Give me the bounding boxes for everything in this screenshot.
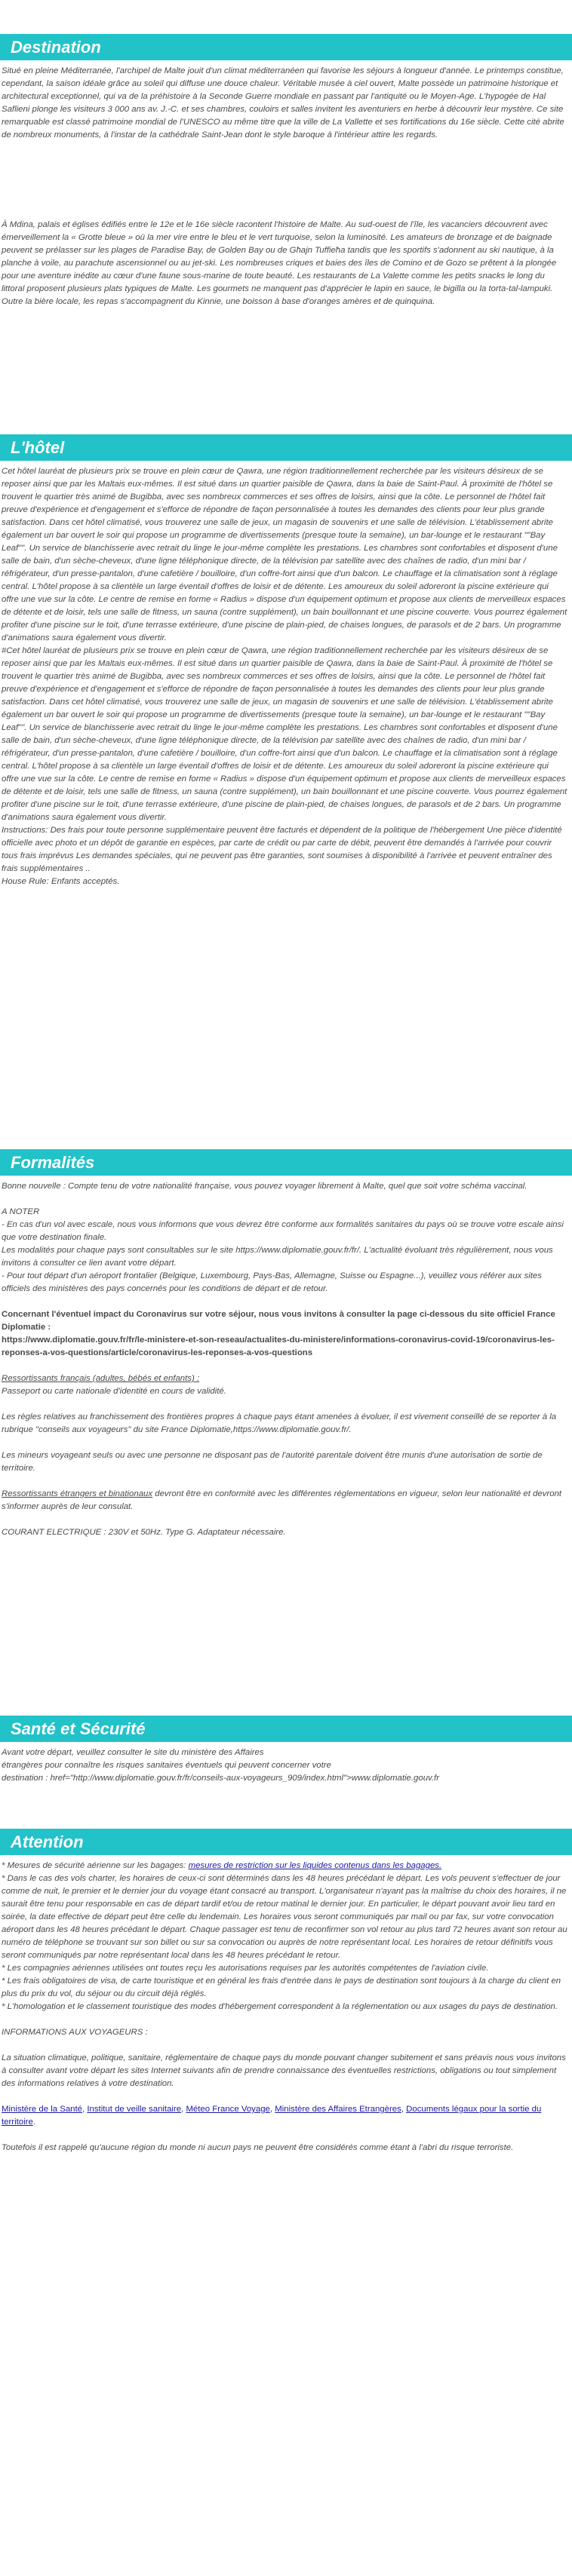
formalites-note-title: A NOTER xyxy=(2,1207,40,1216)
hotel-heading: L'hôtel xyxy=(0,434,572,461)
attention-charter: * Dans le cas des vols charter, les horaires de ceux-ci sont déterminés dans les 48 heures précédant le départ. Les vols peuvent s'effectuer de jour comme de nuit, le premier et le dernier jour du voyage étant consacré au transport. L'organisateur n'ayant pas la maîtrise du choix des horaires, il ne saurait être tenu pour responsable en cas de départ tardif et/ou de retour matinal le dernier jour. En particulier, le départ pouvant avoir lieu tard en soirée, la date effective de départ peut être celle du lendemain. Les horaires vous seront communiqués par mail ou par fax, sur votre convocation aéroport dans les 48 heures précédant le départ. Chaque passager est tenu de reconfirmer son vol retour au plus tard 72 heures avant son retour au numéro de téléphone se trouvant sur son billet ou sur sa convocation ou auprès de notre représentant local. Les horaires de retour définitifs vous seront communiqués par notre représentant local dans les 48 heures précédant le retour. xyxy=(2,1874,567,1960)
destination-paragraph-1: Situé en pleine Méditerranée, l'archipel de Malte jouit d'un climat méditerranéen qui favorise les séjours à longueur d'année. Le printemps constitue, cependant, la saison idéale grâce au soleil qui diffuse une douce chaleur. Véritable musée à ciel ouvert, Malte possède un patrimoine historique et architectural exceptionnel, qui va de la préhistoire à la Seconde Guerre mondiale en passant par l'antiquité ou le Moyen-Age. L'hypogée de Hal Saflieni plonge les visiteurs 3 000 ans av. J.-C. et ses chambres, couloirs et salles invitent les aventuriers en herbe à découvrir leur mystère. Ce site remarquable est classé patrimoine mondial de l'UNESCO au même titre que la ville de La Vallette et ses fortifications du 16e siècle. Cette cité abrite de nombreux monuments, à l'instar de la cathédrale Saint-Jean dont le style baroque à l'intérieur attire les regards. xyxy=(2,66,564,140)
attention-heading: Attention xyxy=(0,1829,572,1855)
attention-baggage-text: * Mesures de sécurité aérienne sur les bagages: xyxy=(2,1861,189,1870)
sante-line-1: Avant votre départ, veuillez consulter le site du ministère des Affaires xyxy=(2,1748,264,1757)
formalites-note-stopover: - En cas d'un vol avec escale, nous vous informons que vous devrez être conforme aux formalités sanitaires du pays où se trouve votre escale ainsi que votre destination finale. xyxy=(2,1220,564,1242)
attention-baggage-link[interactable]: mesures de restriction sur les liquides contenus dans les bagages. xyxy=(188,1861,442,1870)
destination-paragraph-2: À Mdina, palais et églises édifiés entre le 12e et le 16e siècle racontent l'histoire de Malte. Au sud-ouest de l'île, les vacanciers découvrent avec émerveillement la « Grotte bleue » où la mer vire entre le bleu et le vert turquoise, selon la luminosité. Les amateurs de bronzage et de baignade peuvent se prélasser sur les plages de Paradise Bay, de Golden Bay ou de Għajn Tuffieħa tandis que les sportifs s'adonnent au ski nautique, à la planche à voile, au parachute ascensionnel ou au jet-ski. Les nombreuses criques et baies des îles de Comino et de Gozo se prêtent à la plongée pour une aventure inédite au cœur d'une faune sous-marine de toute beauté. Les restaurants de La Valette comme les petits snacks le long du littoral proposent plusieurs plats typiques de Malte. Les gourmets ne manquent pas d'apprécier le lapin en sauce, le bigilla ou la torta-tal-lampuki. Outre la bière locale, les repas s'accompagnent du Kinnie, une boisson à base d'oranges amères et de quinquina. xyxy=(2,220,557,306)
link-meteo-france-voyage[interactable]: Méteo France Voyage xyxy=(186,2105,270,2114)
formalites-electric: COURANT ELECTRIQUE : 230V et 50Hz. Type G. Adaptateur nécessaire. xyxy=(2,1528,286,1537)
hotel-paragraph-1: Cet hôtel lauréat de plusieurs prix se trouve en plein cœur de Qawra, une région traditionnellement recherchée par les visiteurs désireux de se reposer ainsi que par les Maltais eux-mêmes. Il est situé dans un quartier paisible de Qawra, dans la baie de Saint-Paul. À proximité de l'hôtel se trouvent le quartier très animé de Bugibba, avec ses nombreux commerces et ses offres de loisirs, ainsi que la côte. Le personnel de l'hôtel fait preuve d'expérience et d'engagement et s'efforce de répondre de façon personnalisée à toutes les demandes des clients pour leur plus grande satisfaction. Dans cet hôtel climatisé, vous trouverez une salle de jeux, un magasin de souvenirs et une salle de télévision. L'établissement abrite également un bar ouvert le soir qui propose un programme de divertissements (presque toute la semaine), un bar-lounge et le restaurant ""Bay Leaf"". Un service de blanchisserie avec retrait du linge le jour-même complète les prestations. Les chambres sont confortables et disposent d'une salle de bain, d'un sèche-cheveux, d'une ligne téléphonique directe, de la télévision par satellite avec des chaînes de radio, d'un mini bar / réfrigérateur, d'un presse-pantalon, d'une cafetière / bouilloire, d'un coffre-fort ainsi que d'un balcon. Le chauffage et la climatisation sont à réglage central. L'hôtel propose à sa clientèle un large éventail d'offres de loisir et de détente. Les amoureux du soleil adoreront la piscine extérieure qui offre une vue sur la côte. Le centre de remise en forme « Radius » dispose d'un équipement optimum et propose aux clients de merveilleux espaces de détente et de loisir, tels une salle de fitness, un sauna (contre supplément), un bain bouillonnant et une piscine couverte. Vous pourrez également profiter d'une piscine sur le toit, d'une terrasse extérieure, d'une piscine de plain-pied, de chaises longues, de parasols et de 2 bars. Un programme d'animations saura également vous divertir. xyxy=(2,467,567,642)
formalites-note-modalities: Les modalités pour chaque pays sont consultables sur le site https://www.diplomatie.gouv.fr/fr/. L'actualité évoluant très régulièrement, nous vous invitons à consulter ce lien avant votre départ. xyxy=(2,1246,553,1268)
sante-line-3: destination : href="http://www.diplomatie.gouv.fr/fr/conseils-aux-voyageurs_909/index.html">www.diplomatie.gouv.fr xyxy=(2,1774,440,1783)
destination-heading: Destination xyxy=(0,34,572,60)
attention-baggage xyxy=(2,1860,567,1872)
hotel-content xyxy=(0,461,572,888)
attention-info-title: INFORMATIONS AUX VOYAGEURS : xyxy=(2,2028,148,2037)
formalites-border-rules: Les règles relatives au franchissement des frontières propres à chaque pays étant amenées à évoluer, il est vivement conseillé de se reporter à la rubrique "conseils aux voyageurs" du site France Diplomatie,https://www.diplomatie.gouv.fr/. xyxy=(2,1412,557,1434)
link-ministere-sante[interactable]: Ministère de la Santé xyxy=(2,2105,83,2114)
formalites-passport: Passeport ou carte nationale d'identité en cours de validité. xyxy=(2,1387,226,1396)
sante-heading: Santé et Sécurité xyxy=(0,1716,572,1742)
formalites-foreign-nationals xyxy=(2,1488,567,1513)
link-institut-veille-sanitaire[interactable]: Institut de veille sanitaire xyxy=(87,2105,182,2114)
formalites-french-nationals: Ressortissants français (adultes, bébés et enfants) : xyxy=(2,1374,200,1383)
formalites-heading: Formalités xyxy=(0,1149,572,1176)
formalites-note-border-airport: - Pour tout départ d'un aéroport frontalier (Belgique, Luxembourg, Pays-Bas, Allemagne, Suisse ou Espagne...), veuillez vous référer aux sites officiels des ministères des pays concernés pour les conditions de départ et de retour. xyxy=(2,1271,542,1293)
attention-section xyxy=(0,1829,572,2154)
destination-section xyxy=(0,34,572,308)
hotel-paragraph-2: #Cet hôtel lauréat de plusieurs prix se trouve en plein cœur de Qawra, une région traditionnellement recherchée par les visiteurs désireux de se reposer ainsi que par les Maltais eux-mêmes. Il est situé dans un quartier paisible de Qawra, dans la baie de Saint-Paul. À proximité de l'hôtel se trouvent le quartier très animé de Bugibba, avec ses nombreux commerces et ses offres de loisirs, ainsi que la côte. Le personnel de l'hôtel fait preuve d'expérience et d'engagement et s'efforce de répondre de façon personnalisée à toutes les demandes des clients pour leur plus grande satisfaction. Dans cet hôtel climatisé, vous trouverez une salle de jeux, un magasin de souvenirs et une salle de télévision. L'établissement abrite également un bar ouvert le soir qui propose un programme de divertissements (presque toute la semaine), un bar-lounge et le restaurant ""Bay Leaf"". Un service de blanchisserie avec retrait du linge le jour-même complète les prestations. Les chambres sont confortables et disposent d'une salle de bain, d'un sèche-cheveux, d'une ligne téléphonique directe, de la télévision par satellite avec des chaînes de radio, d'un mini bar / réfrigérateur, d'un presse-pantalon, d'une cafetière / bouilloire, d'un coffre-fort ainsi que d'un balcon. Le chauffage et la climatisation sont à réglage central. L'hôtel propose à sa clientèle un large éventail d'offres de loisir et de détente. Les amoureux du soleil adoreront la piscine extérieure qui offre une vue sur la côte. Le centre de remise en forme « Radius » dispose d'un équipement optimum et propose aux clients de merveilleux espaces de détente et de loisir, tels une salle de fitness, un sauna (contre supplément), un bain bouillonnant et une piscine couverte. Vous pourrez également profiter d'une piscine sur le toit, d'une terrasse extérieure, d'une piscine de plain-pied, de chaises longues, de parasols et de 2 bars. Un programme d'animations saura également vous divertir. xyxy=(2,646,567,822)
attention-links-row: Ministère de la Santé, Institut de veille sanitaire, Méteo France Voyage, Ministère des Affaires Etrangères, Documents légaux pour la sortie du territoire. xyxy=(2,2105,542,2127)
sante-content xyxy=(0,1742,572,1785)
sante-line-2: étrangères pour connaître les risques sanitaires éventuels qui peuvent concerner votre xyxy=(2,1761,331,1770)
destination-content xyxy=(0,60,572,308)
hotel-section xyxy=(0,434,572,888)
formalites-coronavirus-url: https://www.diplomatie.gouv.fr/fr/le-ministere-et-son-reseau/actualites-du-ministere/informations-coronavirus-covid-19/coronavirus-les-reponses-a-vos-questions/article/coronavirus-les-reponses-a-vos-questions xyxy=(2,1336,555,1357)
attention-content xyxy=(0,1855,572,2154)
hotel-instructions: Instructions: Des frais pour toute personne supplémentaire peuvent être facturés et dépendent de la politique de l'hébergement Une pièce d'identité officielle avec photo et un dépôt de garantie en espèces, par carte de crédit ou par carte de débit, peuvent être demandés à l'arrivée pour couvrir tous frais imprévus Les demandes spéciales, qui ne peuvent pas être garanties, sont soumises à disponibilité à l'arrivée et peuvent entraîner des frais supplémentaires .. xyxy=(2,826,562,873)
formalites-foreign-label: Ressortissants étrangers et binationaux xyxy=(2,1489,153,1498)
hotel-house-rule: House Rule: Enfants acceptés. xyxy=(2,877,120,886)
formalites-minors: Les mineurs voyageant seuls ou avec une personne ne disposant pas de l'autorité parentale doivent être munis d'une autorisation de sortie de territoire. xyxy=(2,1451,543,1473)
formalites-foreign-text: devront être en conformité avec les différentes réglementations en vigueur, selon leur nationalité et devront s'informer auprès de leur consulat. xyxy=(2,1489,562,1511)
attention-classification: * L'homologation et le classement touristique des modes d'hébergement correspondent à la réglementation ou aux usages du pays de destination. xyxy=(2,2002,558,2011)
formalites-section xyxy=(0,1149,572,1539)
link-documents-legaux[interactable]: Documents légaux pour la sortie du territoire xyxy=(2,2105,542,2127)
attention-terrorism: Toutefois il est rappelé qu'aucune région du monde ni aucun pays ne peuvent être considérés comme étant à l'abri du risque terroriste. xyxy=(2,2143,514,2152)
sante-section xyxy=(0,1716,572,1785)
attention-visa-fees: * Les frais obligatoires de visa, de carte touristique et en général les frais d'entrée dans le pays de destination sont toujours à la charge du client en plus du prix du vol, du séjour ou du circuit déjà réglés. xyxy=(2,1976,561,1998)
attention-airlines: * Les compagnies aériennes utilisées ont toutes reçu les autorisations requises par les autorités compétentes de l'aviation civile. xyxy=(2,1964,489,1973)
formalites-coronavirus-text: Concernant l'éventuel impact du Coronavirus sur votre séjour, nous vous invitons à consulter la page ci-dessous du site officiel France Diplomatie : xyxy=(2,1310,555,1332)
link-ministere-affaires-etrangeres[interactable]: Ministère des Affaires Etrangères xyxy=(275,2105,401,2114)
attention-info-text: La situation climatique, politique, sanitaire, réglementaire de chaque pays du monde pouvant changer subitement et sans préavis nous vous invitons à consulter avant votre départ les sites Internet suivants afin de prendre connaissance des éventuelles restrictions, obligations ou tout simplement des informations relatives à votre destination. xyxy=(2,2053,566,2088)
formalites-content xyxy=(0,1176,572,1539)
formalites-good-news: Bonne nouvelle : Compte tenu de votre nationalité française, vous pouvez voyager librement à Malte, quel que soit votre schéma vaccinal. xyxy=(2,1182,527,1191)
